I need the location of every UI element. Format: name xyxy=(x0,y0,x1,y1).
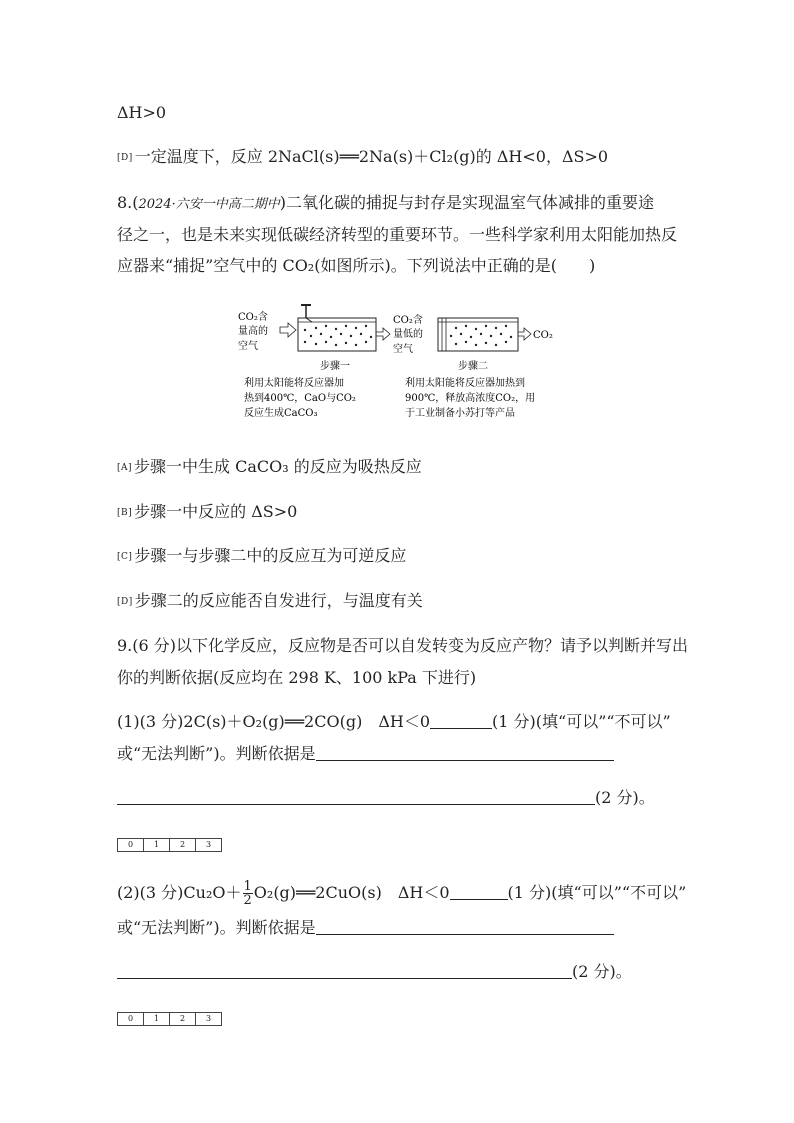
score-box[interactable]: 1 xyxy=(144,1013,170,1025)
fig-mid-label-2: 量低的 xyxy=(393,329,423,340)
fig-mid-label-1: CO₂含 xyxy=(393,315,423,326)
fig-reactor-1 xyxy=(298,318,376,351)
q8-source: 2024·六安一中高二期中 xyxy=(138,197,280,212)
fig-cap1-3: 反应生成CaCO₃ xyxy=(244,408,318,419)
fig-reactor-2-particles xyxy=(450,325,512,346)
q9-part2-answer-blank[interactable] xyxy=(450,885,508,900)
fig-in-label-1: CO₂含 xyxy=(238,312,268,323)
fig-cap2-2: 900℃，释放高浓度CO₂，用 xyxy=(405,393,536,404)
prev-option-continuation: ΔH>0 xyxy=(117,103,167,122)
option-text: 步骤一与步骤二中的反应互为可逆反应 xyxy=(134,546,407,565)
option-text: 步骤一中生成 CaCO₃ 的反应为吸热反应 xyxy=(134,457,422,476)
q9-part2-fraction xyxy=(243,880,253,907)
q8-option-b xyxy=(117,502,297,523)
option-text: 步骤一中反应的 ΔS>0 xyxy=(134,502,298,521)
q9-line-1: 9.(6 分)以下化学反应，反应物是否可以自发转变为反应产物？请予以判断并写出 xyxy=(117,636,689,655)
score-box[interactable]: 1 xyxy=(144,839,170,851)
score-box[interactable]: 0 xyxy=(118,839,144,851)
q9-part1-answer-blank[interactable] xyxy=(430,714,492,729)
q9-part1-line-1 xyxy=(117,712,671,732)
option-label: [B] xyxy=(117,508,133,518)
option-label: [A] xyxy=(117,463,133,473)
fig-reactor-2 xyxy=(438,318,518,351)
fig-cap2-1: 利用太阳能将反应器加热到 xyxy=(405,378,525,389)
fig-arrow-mid xyxy=(376,328,390,340)
option-text: 步骤二的反应能否自发进行，与温度有关 xyxy=(134,591,423,610)
fig-out-label: CO₂ xyxy=(533,330,553,341)
q9-part1-hint: (1 分)(填“可以”“不可以” xyxy=(492,712,671,731)
q8-line-3: 应器来“捕捉”空气中的 CO₂(如图所示)。下列说法中正确的是( ) xyxy=(117,256,596,275)
option-text: 一定温度下，反应 2NaCl(s)══2Na(s)＋Cl₂(g)的 ΔH<0，ΔS>0 xyxy=(134,147,609,166)
fig-step-1: 步骤一 xyxy=(320,361,350,372)
option-label: [D] xyxy=(117,153,133,163)
q8-text-1: )二氧化碳的捕捉与封存是实现温室气体减排的重要途 xyxy=(279,193,654,212)
fig-mid-label-3: 空气 xyxy=(393,344,413,355)
q9-part2-points: (2 分)。 xyxy=(572,962,632,981)
q8-option-d xyxy=(117,591,423,612)
option-label: [D] xyxy=(117,597,133,607)
fig-reactor-1-particles xyxy=(304,325,372,346)
q9-part1-basis-blank-2[interactable] xyxy=(117,790,595,805)
fraction-denominator: 2 xyxy=(243,893,252,908)
score-box[interactable]: 2 xyxy=(170,839,196,851)
q9-part2-score-boxes xyxy=(117,1012,222,1026)
q9-part1-equation: (1)(3 分)2C(s)＋O₂(g)══2CO(g) ΔH＜0 xyxy=(117,712,431,731)
fig-cap1-2: 热到400℃，CaO与CO₂ xyxy=(244,393,356,404)
q8-option-c xyxy=(117,546,406,567)
score-box[interactable]: 3 xyxy=(205,1014,212,1023)
q9-part2-equation-a: (2)(3 分)Cu₂O＋ xyxy=(117,883,242,902)
q9-part1-points: (2 分)。 xyxy=(595,788,655,807)
score-box[interactable]: 0 xyxy=(118,1013,144,1025)
prev-option-d xyxy=(117,147,608,168)
q9-part2-hint: (1 分)(填“可以”“不可以” xyxy=(507,883,687,902)
q8-line-2: 径之一，也是未来实现低碳经济转型的重要环节。一些科学家利用太阳能加热反 xyxy=(117,225,678,244)
fig-cap2-3: 于工业制备小苏打等产品 xyxy=(405,408,515,419)
q9-part1-score-boxes xyxy=(117,838,222,852)
q9-part2-line-2 xyxy=(117,918,614,938)
q8-option-a xyxy=(117,457,422,478)
q9-part1-line-2 xyxy=(117,744,614,764)
fig-in-label-3: 空气 xyxy=(238,341,258,352)
co2-capture-diagram xyxy=(230,300,565,425)
q9-part2-line-1 xyxy=(117,877,686,909)
q9-part2-basis-label: 或“无法判断”)。判断依据是 xyxy=(117,918,316,937)
score-box[interactable]: 2 xyxy=(170,1013,196,1025)
fig-cap1-1: 利用太阳能将反应器加 xyxy=(244,378,344,389)
fraction-numerator: 1 xyxy=(243,879,252,894)
q9-part1-basis-label: 或“无法判断”)。判断依据是 xyxy=(117,744,316,763)
score-box[interactable]: 3 xyxy=(205,840,212,849)
q9-part1-basis-blank-1[interactable] xyxy=(316,746,614,761)
q9-part2-equation-b: O₂(g)══2CuO(s) ΔH＜0 xyxy=(253,883,450,902)
q9-part1-line-3 xyxy=(117,788,655,808)
q9-line-2: 你的判断依据(反应均在 298 K、100 kPa 下进行) xyxy=(117,668,477,687)
q9-part2-basis-blank-2[interactable] xyxy=(117,964,572,979)
fig-in-label-2: 量高的 xyxy=(238,326,268,337)
q9-part2-basis-blank-1[interactable] xyxy=(316,920,614,935)
fig-step-2: 步骤二 xyxy=(458,361,488,372)
q8-line-1 xyxy=(117,193,654,215)
q9-part2-line-3 xyxy=(117,962,632,982)
fig-arrow-in xyxy=(280,323,296,337)
q8-number: 8.( xyxy=(117,193,139,212)
option-label: [C] xyxy=(117,552,133,562)
fig-arrow-out xyxy=(518,328,531,340)
